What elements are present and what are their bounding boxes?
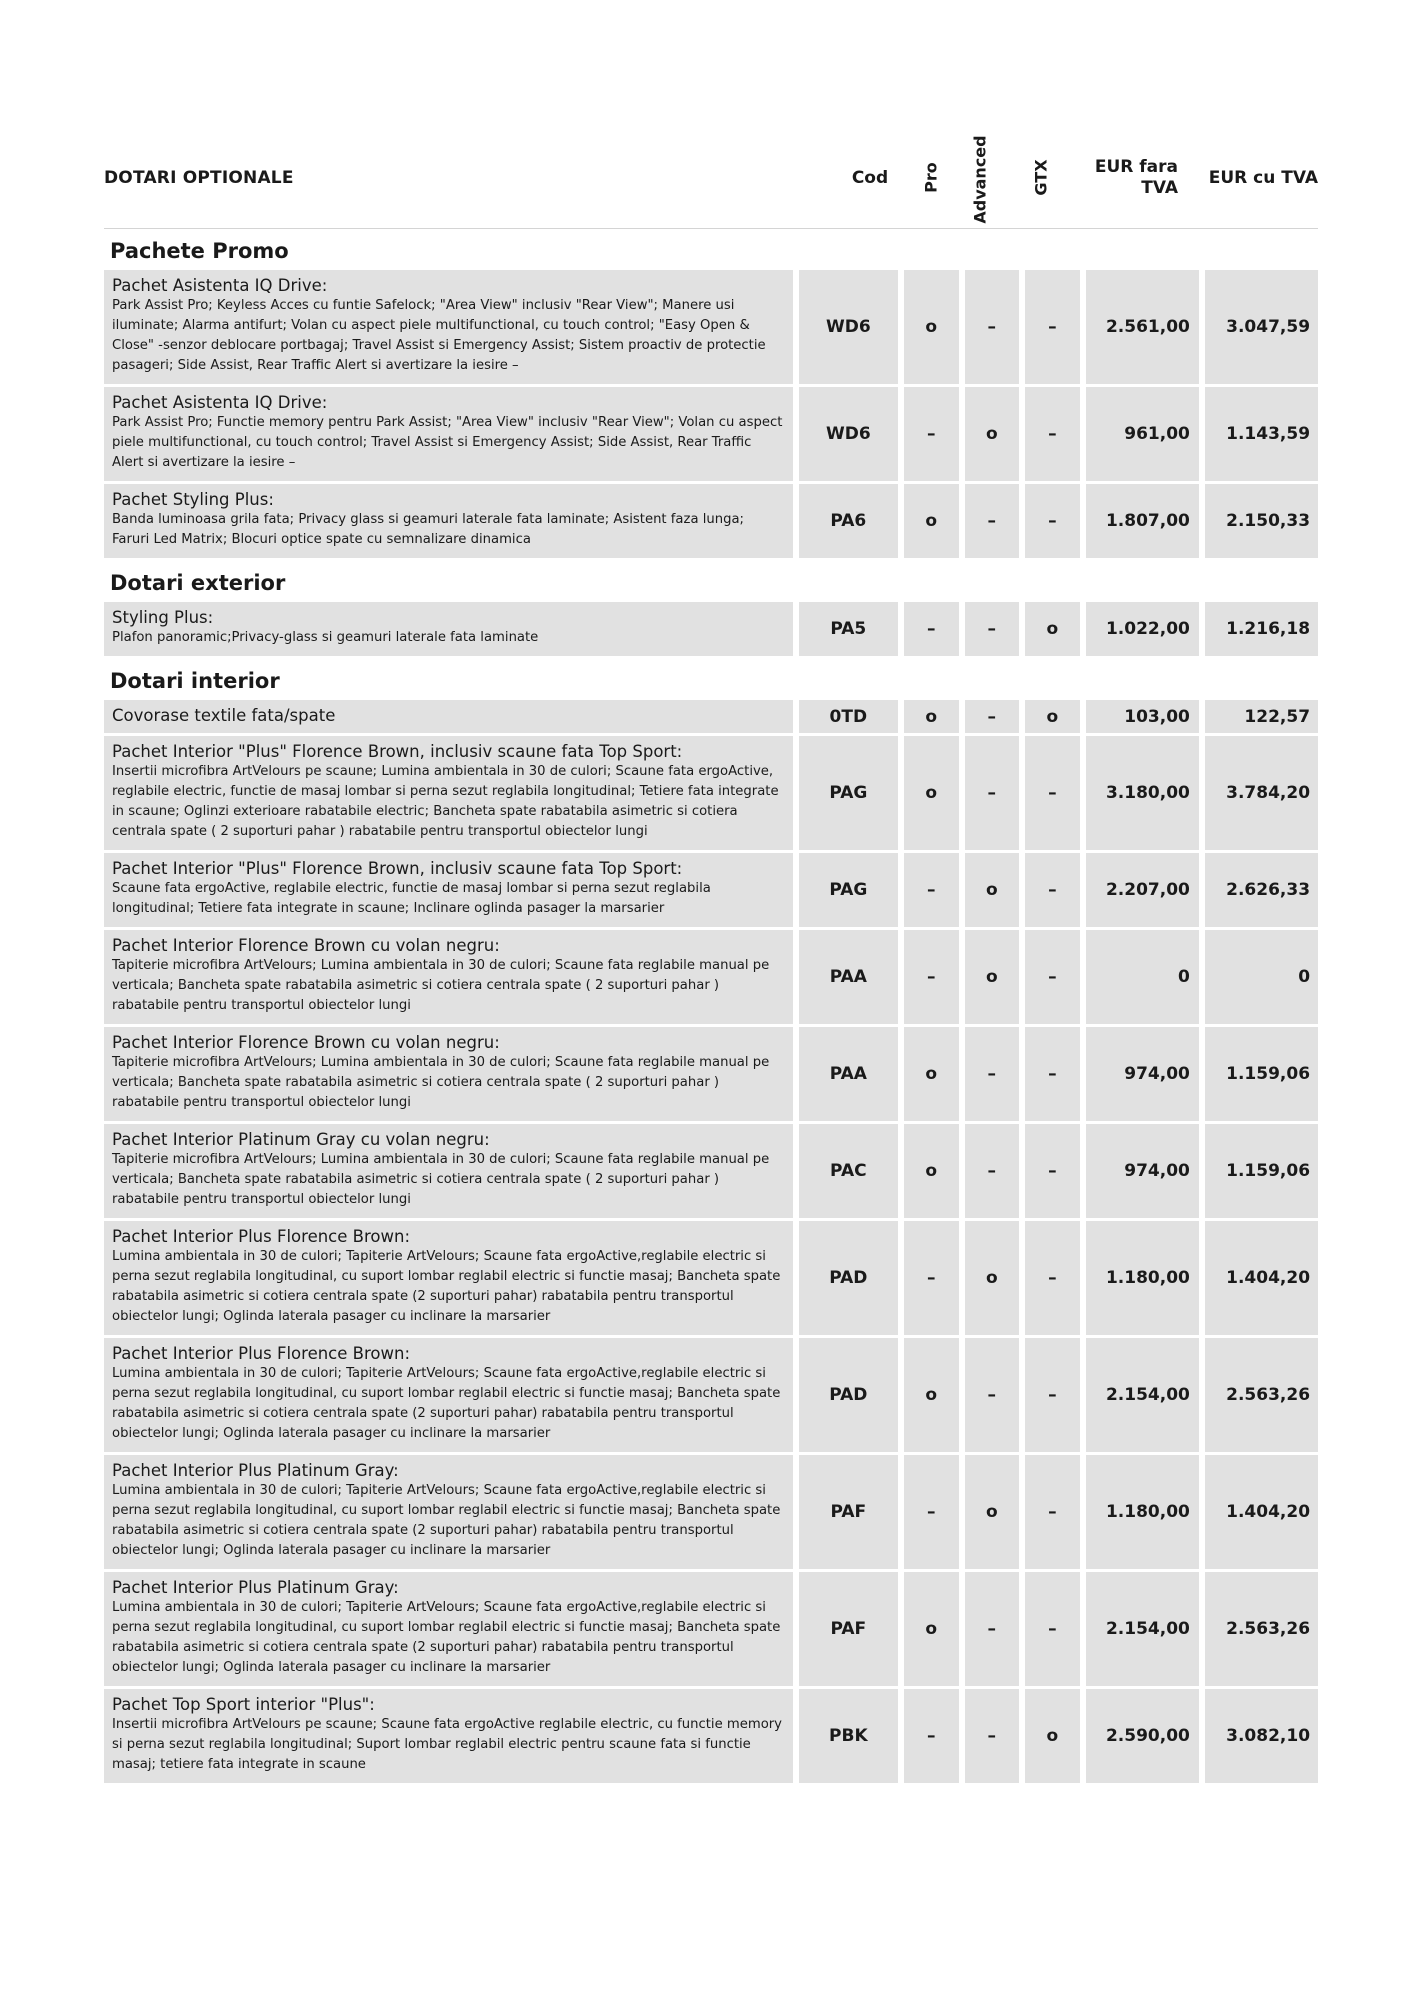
- code-cell: WD6: [799, 387, 898, 481]
- option-title: Pachet Interior Plus Florence Brown:: [112, 1227, 410, 1246]
- option-description-cell: [104, 270, 793, 384]
- option-title: Pachet Interior Plus Florence Brown:: [112, 1344, 410, 1363]
- option-description-cell: [104, 1221, 793, 1335]
- option-description-cell: [104, 1338, 793, 1452]
- price-with-vat-cell: 3.047,59: [1205, 270, 1318, 384]
- price-without-vat-cell: 2.154,00: [1086, 1338, 1199, 1452]
- code-cell: PAG: [799, 853, 898, 927]
- advanced-availability-cell: –: [965, 1689, 1020, 1783]
- price-without-vat-cell: 1.180,00: [1086, 1455, 1199, 1569]
- option-description-cell: [104, 1124, 793, 1218]
- price-with-vat-cell: 3.784,20: [1205, 736, 1318, 850]
- advanced-availability-cell: –: [965, 602, 1020, 656]
- option-description-cell: [104, 736, 793, 850]
- price-with-vat-cell: 2.150,33: [1205, 484, 1318, 558]
- option-description-cell: [104, 853, 793, 927]
- price-with-vat-cell: 1.216,18: [1205, 602, 1318, 656]
- option-title: Pachet Interior Plus Platinum Gray:: [112, 1461, 399, 1480]
- gtx-availability-cell: –: [1025, 1124, 1080, 1218]
- pro-availability-cell: o: [904, 1572, 959, 1686]
- header-advanced: Advanced: [970, 135, 990, 224]
- price-with-vat-cell: 1.404,20: [1205, 1455, 1318, 1569]
- pro-availability-cell: o: [904, 270, 959, 384]
- options-price-sheet: [104, 132, 1318, 1786]
- advanced-availability-cell: –: [965, 700, 1020, 733]
- price-without-vat-cell: 3.180,00: [1086, 736, 1199, 850]
- table-row: [104, 270, 1318, 384]
- code-cell: 0TD: [799, 700, 898, 733]
- pro-availability-cell: o: [904, 484, 959, 558]
- price-without-vat-cell: 974,00: [1086, 1124, 1199, 1218]
- advanced-availability-cell: –: [965, 1124, 1020, 1218]
- price-with-vat-cell: 2.563,26: [1205, 1572, 1318, 1686]
- option-title: Pachet Asistenta IQ Drive:: [112, 276, 328, 295]
- gtx-availability-cell: –: [1025, 736, 1080, 850]
- code-cell: PAF: [799, 1572, 898, 1686]
- option-details: Lumina ambientala in 30 de culori; Tapiterie ArtVelours; Scaune fata ergoActive,reglabile electric si perna sezut reglabila longitudinal, cu suport lombar reglabil electric si functie masaj; Bancheta spate rabatabila asimetric si cotiera centrala spate (2 suporturi pahar) rabatabila pentru transportul obiectelor lungi; Oglinda laterala pasager cu inclinare la marsarier: [112, 1249, 781, 1324]
- header-eur-fara-line1: EUR fara: [1094, 157, 1178, 177]
- gtx-availability-cell: –: [1025, 1572, 1080, 1686]
- option-title: Styling Plus:: [112, 608, 214, 627]
- price-without-vat-cell: 974,00: [1086, 1027, 1199, 1121]
- option-title: Pachet Styling Plus:: [112, 490, 274, 509]
- advanced-availability-cell: o: [965, 1455, 1020, 1569]
- code-cell: PA5: [799, 602, 898, 656]
- option-details: Insertii microfibra ArtVelours pe scaune; Lumina ambientala in 30 de culori; Scaune fata ergoActive, reglabile electric, functie de masaj lombar si perna sezut reglabila longitudinal; Tetiere fata integrate in scaune; Oglinzi exterioare rabatabile electric; Bancheta spate rabatabila asimetric si cotiera centrala spate ( 2 suporturi pahar ) rabatabile pentru transportul obiectelor lungi: [112, 764, 779, 839]
- gtx-availability-cell: o: [1025, 1689, 1080, 1783]
- header-eur-fara-line2: TVA: [1141, 178, 1178, 198]
- code-cell: PAG: [799, 736, 898, 850]
- price-with-vat-cell: 1.159,06: [1205, 1124, 1318, 1218]
- gtx-availability-cell: –: [1025, 1221, 1080, 1335]
- header-title: DOTARI OPTIONALE: [104, 168, 294, 188]
- table-header: [104, 132, 1318, 229]
- gtx-availability-cell: –: [1025, 387, 1080, 481]
- gtx-availability-cell: –: [1025, 1338, 1080, 1452]
- sections: [104, 229, 1318, 1783]
- option-details: Tapiterie microfibra ArtVelours; Lumina ambientala in 30 de culori; Scaune fata reglabile manual pe verticala; Bancheta spate rabatabila asimetric si cotiera centrala spate ( 2 suporturi pahar ) rabatabile pentru transportul obiectelor lungi: [112, 958, 770, 1013]
- option-title: Pachet Top Sport interior "Plus":: [112, 1695, 375, 1714]
- advanced-availability-cell: o: [965, 1221, 1020, 1335]
- price-without-vat-cell: 0: [1086, 930, 1199, 1024]
- table-row: [104, 700, 1318, 733]
- price-without-vat-cell: 103,00: [1086, 700, 1199, 733]
- code-cell: PAA: [799, 930, 898, 1024]
- advanced-availability-cell: –: [965, 1027, 1020, 1121]
- code-cell: PAD: [799, 1338, 898, 1452]
- section-title: Dotari exterior: [110, 571, 286, 595]
- code-cell: PAC: [799, 1124, 898, 1218]
- header-pro: Pro: [921, 162, 941, 193]
- table-row: [104, 1027, 1318, 1121]
- advanced-availability-cell: –: [965, 484, 1020, 558]
- code-cell: PAD: [799, 1221, 898, 1335]
- option-details: Lumina ambientala in 30 de culori; Tapiterie ArtVelours; Scaune fata ergoActive,reglabile electric si perna sezut reglabila longitudinal, cu suport lombar reglabil electric si functie masaj; Bancheta spate rabatabila asimetric si cotiera centrala spate (2 suporturi pahar) rabatabila pentru transportul obiectelor lungi; Oglinda laterala pasager cu inclinare la marsarier: [112, 1483, 781, 1558]
- advanced-availability-cell: –: [965, 270, 1020, 384]
- gtx-availability-cell: o: [1025, 700, 1080, 733]
- pro-availability-cell: o: [904, 700, 959, 733]
- option-details: Banda luminoasa grila fata; Privacy glass si geamuri laterale fata laminate; Asistent faza lunga; Faruri Led Matrix; Blocuri optice spate cu semnalizare dinamica: [112, 512, 744, 547]
- header-eur-fara-tva: [1064, 157, 1178, 199]
- pro-availability-cell: –: [904, 1455, 959, 1569]
- option-details: Tapiterie microfibra ArtVelours; Lumina ambientala in 30 de culori; Scaune fata reglabile manual pe verticala; Bancheta spate rabatabila asimetric si cotiera centrala spate ( 2 suporturi pahar ) rabatabile pentru transportul obiectelor lungi: [112, 1152, 770, 1207]
- price-with-vat-cell: 0: [1205, 930, 1318, 1024]
- option-description-cell: [104, 1455, 793, 1569]
- gtx-availability-cell: –: [1025, 853, 1080, 927]
- price-without-vat-cell: 1.180,00: [1086, 1221, 1199, 1335]
- gtx-availability-cell: –: [1025, 484, 1080, 558]
- option-description-cell: [104, 1027, 793, 1121]
- gtx-availability-cell: –: [1025, 270, 1080, 384]
- pro-availability-cell: –: [904, 1689, 959, 1783]
- code-cell: PBK: [799, 1689, 898, 1783]
- code-cell: PAA: [799, 1027, 898, 1121]
- section-title: Pachete Promo: [110, 239, 289, 263]
- advanced-availability-cell: o: [965, 853, 1020, 927]
- option-description-cell: [104, 484, 793, 558]
- gtx-availability-cell: –: [1025, 930, 1080, 1024]
- section-title: Dotari interior: [110, 669, 280, 693]
- table-row: [104, 853, 1318, 927]
- table-row: [104, 602, 1318, 656]
- option-details: Tapiterie microfibra ArtVelours; Lumina ambientala in 30 de culori; Scaune fata reglabile manual pe verticala; Bancheta spate rabatabila asimetric si cotiera centrala spate ( 2 suporturi pahar ) rabatabile pentru transportul obiectelor lungi: [112, 1055, 770, 1110]
- option-details: Lumina ambientala in 30 de culori; Tapiterie ArtVelours; Scaune fata ergoActive,reglabile electric si perna sezut reglabila longitudinal, cu suport lombar reglabil electric si functie masaj; Bancheta spate rabatabila asimetric si cotiera centrala spate (2 suporturi pahar) rabatabila pentru transportul obiectelor lungi; Oglinda laterala pasager cu inclinare la marsarier: [112, 1600, 781, 1675]
- price-with-vat-cell: 1.404,20: [1205, 1221, 1318, 1335]
- gtx-availability-cell: –: [1025, 1027, 1080, 1121]
- option-description-cell: [104, 387, 793, 481]
- price-with-vat-cell: 2.563,26: [1205, 1338, 1318, 1452]
- advanced-availability-cell: o: [965, 930, 1020, 1024]
- price-without-vat-cell: 2.590,00: [1086, 1689, 1199, 1783]
- option-description-cell: [104, 700, 793, 733]
- option-description-cell: [104, 930, 793, 1024]
- table-row: [104, 1338, 1318, 1452]
- table-row: [104, 1124, 1318, 1218]
- code-cell: PAF: [799, 1455, 898, 1569]
- advanced-availability-cell: –: [965, 1572, 1020, 1686]
- gtx-availability-cell: –: [1025, 1455, 1080, 1569]
- price-with-vat-cell: 3.082,10: [1205, 1689, 1318, 1783]
- price-with-vat-cell: 1.159,06: [1205, 1027, 1318, 1121]
- advanced-availability-cell: –: [965, 1338, 1020, 1452]
- option-title: Pachet Interior Florence Brown cu volan negru:: [112, 936, 500, 955]
- pro-availability-cell: –: [904, 602, 959, 656]
- option-details: Lumina ambientala in 30 de culori; Tapiterie ArtVelours; Scaune fata ergoActive,reglabile electric si perna sezut reglabila longitudinal, cu suport lombar reglabil electric si functie masaj; Bancheta spate rabatabila asimetric si cotiera centrala spate (2 suporturi pahar) rabatabila pentru transportul obiectelor lungi; Oglinda laterala pasager cu inclinare la marsarier: [112, 1366, 781, 1441]
- table-row: [104, 1221, 1318, 1335]
- pro-availability-cell: –: [904, 930, 959, 1024]
- table-row: [104, 930, 1318, 1024]
- option-description-cell: [104, 1689, 793, 1783]
- pro-availability-cell: o: [904, 1027, 959, 1121]
- option-title: Pachet Interior Platinum Gray cu volan negru:: [112, 1130, 490, 1149]
- advanced-availability-cell: –: [965, 736, 1020, 850]
- table-row: [104, 1689, 1318, 1783]
- price-without-vat-cell: 961,00: [1086, 387, 1199, 481]
- header-gtx: GTX: [1031, 159, 1051, 196]
- option-details: Insertii microfibra ArtVelours pe scaune; Scaune fata ergoActive reglabile electric, cu functie memory si perna sezut reglabila longitudinal; Suport lombar reglabil electric pentru scaune fata si functie masaj; tetiere fata integrate in scaune: [112, 1717, 782, 1772]
- pro-availability-cell: –: [904, 853, 959, 927]
- option-title: Pachet Interior "Plus" Florence Brown, inclusiv scaune fata Top Sport:: [112, 742, 683, 761]
- option-details: Scaune fata ergoActive, reglabile electric, functie de masaj lombar si perna sezut reglabila longitudinal; Tetiere fata integrate in scaune; Inclinare oglinda pasager la marsarier: [112, 881, 711, 916]
- pro-availability-cell: o: [904, 736, 959, 850]
- header-eur-cu-tva: EUR cu TVA: [1208, 168, 1318, 188]
- price-with-vat-cell: 2.626,33: [1205, 853, 1318, 927]
- code-cell: PA6: [799, 484, 898, 558]
- table-row: [104, 736, 1318, 850]
- table-row: [104, 387, 1318, 481]
- price-without-vat-cell: 1.807,00: [1086, 484, 1199, 558]
- code-cell: WD6: [799, 270, 898, 384]
- option-description-cell: [104, 1572, 793, 1686]
- pro-availability-cell: –: [904, 1221, 959, 1335]
- table-row: [104, 1572, 1318, 1686]
- price-without-vat-cell: 2.154,00: [1086, 1572, 1199, 1686]
- advanced-availability-cell: o: [965, 387, 1020, 481]
- pro-availability-cell: o: [904, 1124, 959, 1218]
- price-without-vat-cell: 2.561,00: [1086, 270, 1199, 384]
- price-without-vat-cell: 1.022,00: [1086, 602, 1199, 656]
- option-details: Park Assist Pro; Functie memory pentru Park Assist; "Area View" inclusiv "Rear View"; Volan cu aspect piele multifunctional, cu touch control; Travel Assist si Emergency Assist; Side Assist, Rear Traffic Alert si avertizare la iesire –: [112, 415, 783, 470]
- price-with-vat-cell: 122,57: [1205, 700, 1318, 733]
- table-row: [104, 484, 1318, 558]
- option-title: Covorase textile fata/spate: [112, 706, 336, 725]
- pro-availability-cell: –: [904, 387, 959, 481]
- option-title: Pachet Asistenta IQ Drive:: [112, 393, 328, 412]
- option-title: Pachet Interior "Plus" Florence Brown, inclusiv scaune fata Top Sport:: [112, 859, 683, 878]
- gtx-availability-cell: o: [1025, 602, 1080, 656]
- option-title: Pachet Interior Plus Platinum Gray:: [112, 1578, 399, 1597]
- pro-availability-cell: o: [904, 1338, 959, 1452]
- option-details: Park Assist Pro; Keyless Acces cu funtie Safelock; "Area View" inclusiv "Rear View"; Manere usi iluminate; Alarma antifurt; Volan cu aspect piele multifunctional, cu touch control; "Easy Open & Close" -senzor deblocare portbagaj; Travel Assist si Emergency Assist; Sistem proactiv de protectie pasageri; Side Assist, Rear Traffic Alert si avertizare la iesire –: [112, 298, 766, 373]
- table-row: [104, 1455, 1318, 1569]
- price-without-vat-cell: 2.207,00: [1086, 853, 1199, 927]
- header-cod: Cod: [851, 168, 889, 188]
- option-title: Pachet Interior Florence Brown cu volan negru:: [112, 1033, 500, 1052]
- option-details: Plafon panoramic;Privacy-glass si geamuri laterale fata laminate: [112, 630, 539, 645]
- price-with-vat-cell: 1.143,59: [1205, 387, 1318, 481]
- option-description-cell: [104, 602, 793, 656]
